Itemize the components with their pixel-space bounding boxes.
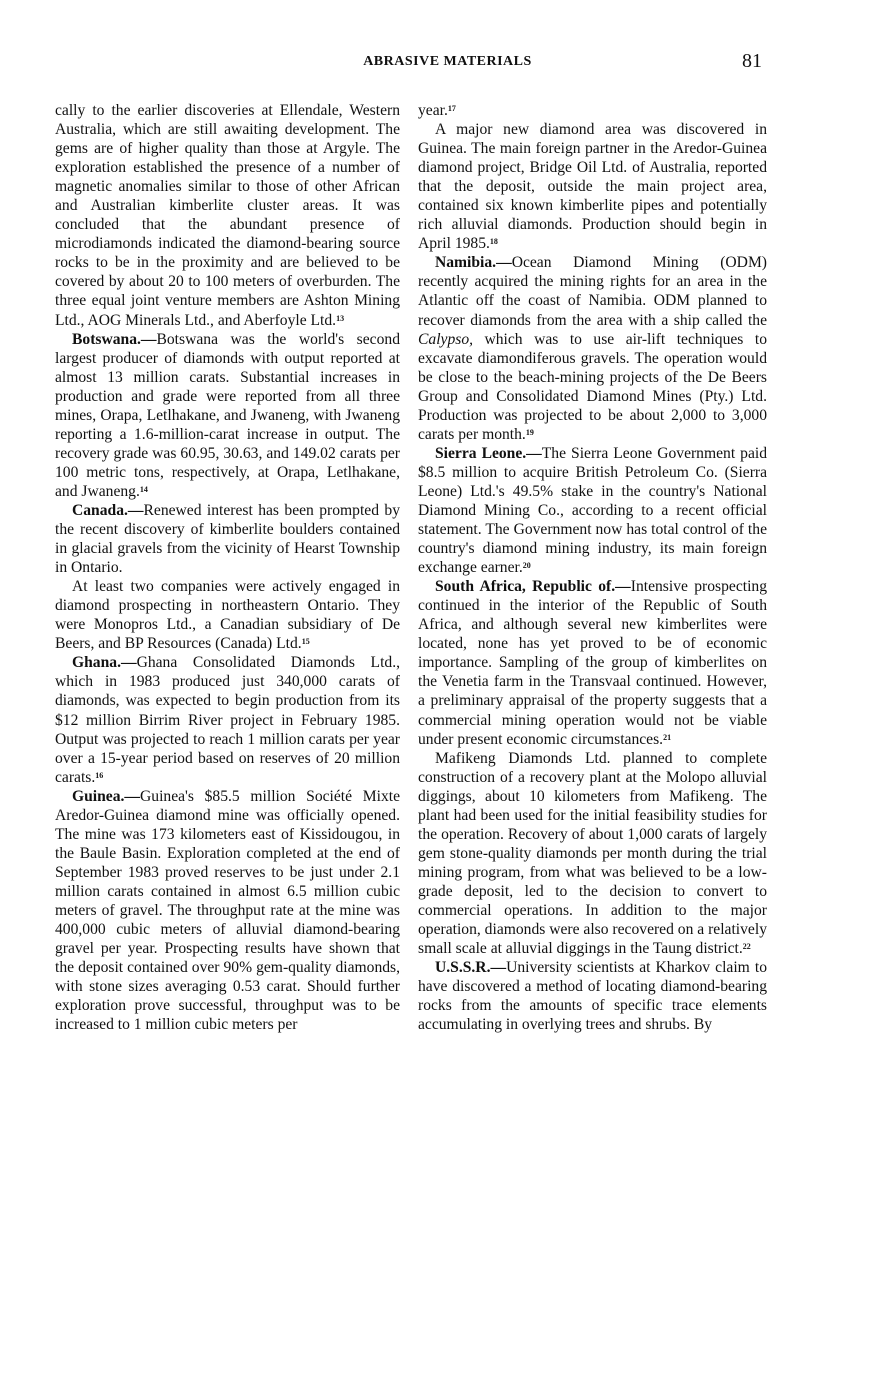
paragraph-ussr	[418, 958, 767, 1034]
paragraph-text: Ocean Diamond Mining (ODM) recently acquired the mining rights for an area in the Atlantic off the coast of Namibia. ODM planned to recover diamonds from the area with a ship called the	[418, 254, 767, 329]
paragraph-text: Botswana was the world's second largest producer of diamonds with output reported at almost 13 million carats. Substantial increases in production and grade were reported from all three mines, Orapa, Letlhakane, and Jwaneng, with Jwaneng reporting a 1.6-million-carat increase in output. The recovery grade was 60.95, 30.63, and 149.02 carats per 100 metric tons, respectively, at Orapa, Letlhakane, and Jwaneng.	[55, 330, 400, 500]
footnote-ref: 16	[95, 770, 104, 780]
paragraph-text: A major new diamond area was discovered in Guinea. The main foreign partner in the Aredor-Guinea diamond project, Bridge Oil Ltd. of Australia, reported that the deposit, outside the main project area, contained six known kimberlite pipes and potentially rich alluvial diamonds. Production should begin in April 1985.	[418, 121, 767, 253]
section-heading: Guinea.—	[72, 787, 141, 805]
ship-name: Calypso,	[418, 330, 474, 348]
page-number: 81	[742, 50, 762, 72]
paragraph-text: At least two companies were actively engaged in diamond prospecting in northeastern Ontario. They were Monopros Ltd., a Canadian subsidiary of De Beers, and BP Resources (Canada) Ltd.	[55, 578, 400, 653]
paragraph	[418, 101, 767, 120]
section-heading: Ghana.—	[72, 654, 137, 672]
paragraph-text: Guinea's $85.5 million Société Mixte Aredor-Guinea diamond mine was officially opened. The mine was 173 kilometers east of Kissidougou, in the Baule Basin. Exploration completed at the end of September 1983 proved reserves to be just under 2.1 million carats contained in almost 6.5 million cubic meters of gravel. The throughput rate at the mine was 400,000 cubic meters of alluvial diamond-bearing gravel per year. Prospecting results have shown that the deposit contained over 90% gem-quality diamonds, with stone sizes averaging 0.53 carat. Should further exploration prove successful, throughput was to be increased to 1 million cubic meters per	[55, 787, 400, 1034]
paragraph-text: Intensive prospecting continued in the interior of the Republic of South Africa, and although several new kimberlites were located, none has yet proved to be of economic importance. Sampling of the group of kimberlites on the Venetia farm in the Transvaal continued. However, a preliminary appraisal of the property suggests that a commercial mining operation would not be viable under present economic circumstances.	[418, 578, 767, 748]
running-title: ABRASIVE MATERIALS	[363, 54, 532, 69]
footnote-ref: 21	[663, 732, 672, 742]
left-column	[55, 101, 400, 1034]
section-heading: U.S.S.R.—	[435, 959, 507, 977]
section-heading: Canada.—	[72, 501, 144, 519]
paragraph-text: Mafikeng Diamonds Ltd. planned to complete construction of a recovery plant at the Molopo alluvial diggings, about 10 kilometers from Mafikeng. The plant had been used for the initial feasibility studies for the operation. Recovery of about 1,000 carats of largely gem stone-quality diamonds per month during the trial mining program, from what was believed to be a low-grade deposit, led to the decision to convert to commercial operations. In addition to the major operation, diamonds were also recovered on a relatively small scale at alluvial diggings in the Taung district.	[418, 749, 767, 958]
paragraph-text: Renewed interest has been prompted by the recent discovery of kimberlite boulders contained in glacial gravels from the vicinity of Hearst Township in Ontario.	[55, 501, 400, 577]
footnote-ref: 13	[336, 313, 345, 323]
paragraph-text: The Sierra Leone Government paid $8.5 million to acquire British Petroleum Co. (Sierra Leone) Ltd.'s 49.5% stake in the country's National Diamond Mining Co., according to a recent official statement. The Government now has total control of the country's diamond mining industry, its main foreign exchange earner.	[418, 444, 768, 577]
section-heading: South Africa, Republic of.—	[435, 578, 631, 596]
paragraph-guinea	[55, 787, 400, 1035]
right-column	[418, 101, 767, 1034]
paragraph	[55, 577, 400, 653]
paragraph	[418, 749, 767, 959]
footnote-ref: 19	[525, 427, 534, 437]
paragraph-text: University scientists at Kharkov claim to have discovered a method of locating diamond-bearing rocks from the amounts of specific trace elements accumulating in overlying trees and shrubs. By	[418, 959, 767, 1034]
paragraph-namibia	[418, 253, 767, 443]
footnote-ref: 14	[139, 484, 148, 494]
footnote-ref: 18	[489, 237, 498, 247]
section-heading: Botswana.—	[72, 330, 157, 348]
paragraph-text: Ghana Consolidated Diamonds Ltd., which in 1983 produced just 340,000 carats of diamonds, was expected to begin production from its $12 million Birrim River project in February 1985. Output was projected to reach 1 million carats per year over a 15-year period based on reserves of 20 million carats.	[55, 654, 400, 786]
section-heading: Sierra Leone.—	[435, 444, 542, 462]
paragraph-south-africa	[418, 577, 767, 748]
paragraph-text: year.	[418, 102, 448, 119]
paragraph-sierra-leone	[418, 444, 767, 577]
paragraph-text: which was to use air-lift techniques to excavate diamondiferous gravels. The operation would be close to the beach-mining projects of the De Beers Group and Consolidated Diamond Mines (Pty.) Ltd. Production was projected to be about 2,000 to 3,000 carats per month.	[418, 330, 767, 443]
paragraph	[418, 120, 767, 253]
paragraph	[55, 101, 400, 330]
paragraph-botswana	[55, 330, 400, 501]
page-header	[0, 50, 895, 80]
section-heading: Namibia.—	[435, 254, 512, 272]
footnote-ref: 17	[447, 104, 456, 113]
footnote-ref: 15	[301, 637, 310, 647]
paragraph-ghana	[55, 653, 400, 786]
footnote-ref: 20	[522, 561, 531, 571]
footnote-ref: 22	[742, 942, 751, 952]
paragraph-canada	[55, 501, 400, 577]
paragraph-text: cally to the earlier discoveries at Ellendale, Western Australia, which are still awaiting development. The gems are of higher quality than those at Argyle. The exploration established the presence of a number of magnetic anomalies similar to those of other African and Australian kimberlite cluster areas. It was concluded that the abundant presence of microdiamonds indicated the diamond-bearing source rocks to be in the proximity and are believed to be covered by about 20 to 100 meters of overburden. The three equal joint venture members are Ashton Mining Ltd., AOG Minerals Ltd., and Aberfoyle Ltd.	[55, 102, 400, 329]
